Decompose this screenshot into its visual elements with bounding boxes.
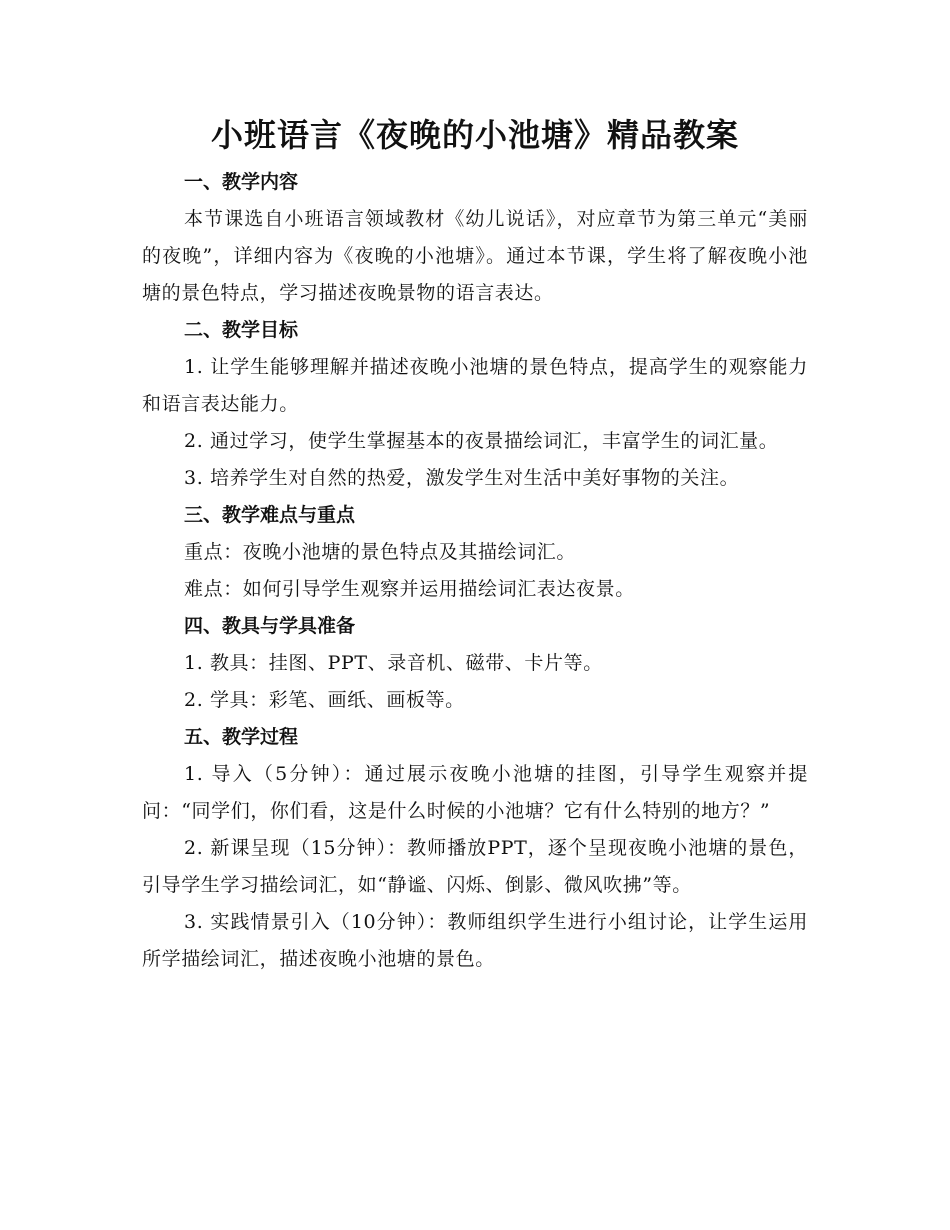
paragraph: 重点：夜晚小池塘的景色特点及其描绘词汇。	[184, 541, 577, 563]
paragraph: 1. 让学生能够理解并描述夜晚小池塘的景色特点，提高学生的观察能力和语言表达能力。	[142, 356, 808, 415]
section-heading: 四、教具与学具准备	[184, 615, 356, 637]
section-teaching-content	[142, 164, 808, 312]
paragraph: 3. 实践情景引入（10分钟）：教师组织学生进行小组讨论，让学生运用所学描绘词汇，描述夜晚小池塘的景色。	[142, 911, 808, 970]
paragraph: 2. 学具：彩笔、画纸、画板等。	[184, 689, 465, 711]
paragraph: 本节课选自小班语言领域教材《幼儿说话》，对应章节为第三单元“美丽的夜晚”，详细内容为《夜晚的小池塘》。通过本节课，学生将了解夜晚小池塘的景色特点，学习描述夜晚景物的语言表达。	[142, 208, 808, 304]
paragraph: 1. 导入（5分钟）：通过展示夜晚小池塘的挂图，引导学生观察并提问：“同学们，你们看，这是什么时候的小池塘？它有什么特别的地方？”	[142, 763, 808, 822]
section-heading: 五、教学过程	[184, 726, 299, 748]
section-teaching-goals	[142, 312, 808, 497]
document-title: 小班语言《夜晚的小池塘》精品教案	[210, 116, 739, 154]
paragraph: 1. 教具：挂图、PPT、录音机、磁带、卡片等。	[184, 652, 603, 674]
paragraph: 3. 培养学生对自然的热爱，激发学生对生活中美好事物的关注。	[184, 467, 740, 489]
section-teaching-process	[142, 719, 808, 978]
section-heading: 三、教学难点与重点	[184, 504, 356, 526]
paragraph: 难点：如何引导学生观察并运用描绘词汇表达夜景。	[184, 578, 635, 600]
section-heading: 一、教学内容	[184, 171, 299, 193]
paragraph: 2. 新课呈现（15分钟）：教师播放PPT，逐个呈现夜晚小池塘的景色，引导学生学习描绘词汇，如“静谧、闪烁、倒影、微风吹拂”等。	[142, 837, 808, 896]
section-materials	[142, 608, 808, 719]
section-heading: 二、教学目标	[184, 319, 299, 341]
paragraph: 2. 通过学习，使学生掌握基本的夜景描绘词汇，丰富学生的词汇量。	[184, 430, 779, 452]
section-key-points	[142, 497, 808, 608]
